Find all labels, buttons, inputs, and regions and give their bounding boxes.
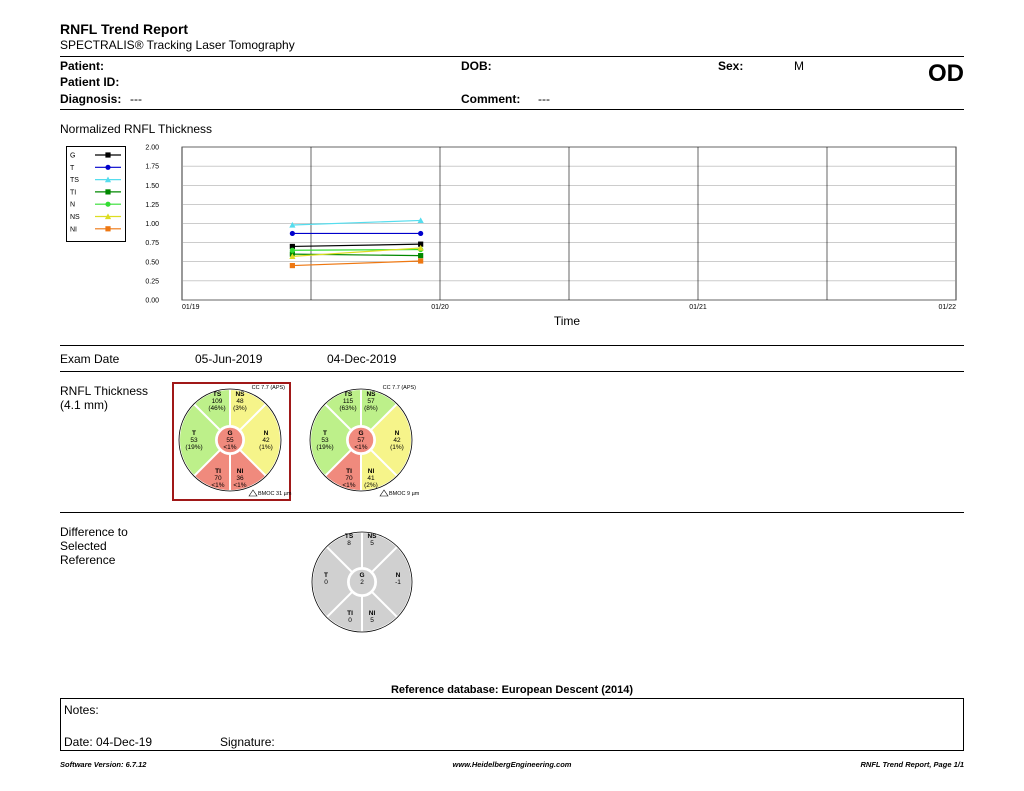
rnfl-2-sector-value-ns: 57 bbox=[367, 398, 375, 405]
rnfl-2-sector-value-ts: 115 bbox=[342, 398, 354, 405]
x-axis-label: Time bbox=[553, 314, 581, 328]
legend-label-ti: TI bbox=[70, 189, 77, 197]
difference-sector-value-ns: 5 bbox=[370, 540, 374, 547]
rnfl-2-sector-pct-n: (1%) bbox=[390, 444, 404, 451]
y-tick-label: 0.50 bbox=[145, 259, 159, 267]
y-tick-label: 1.25 bbox=[145, 201, 159, 209]
sex-value: M bbox=[794, 59, 804, 73]
rnfl-2-sector-pct-g: <1% bbox=[354, 444, 368, 451]
rnfl-1-sector-pct-ts: (46%) bbox=[208, 405, 226, 412]
difference-sector-name-ti: TI bbox=[347, 610, 353, 617]
rnfl-2-sector-name-ts: TS bbox=[343, 391, 353, 398]
comment-label: Comment: bbox=[461, 92, 521, 106]
rnfl-1-sector-value-t: 53 bbox=[190, 437, 198, 444]
rnfl-2-sector-name-ni: NI bbox=[367, 468, 375, 475]
notes-box bbox=[60, 698, 964, 751]
rnfl-2-sector-value-n: 42 bbox=[393, 437, 401, 444]
difference-sector-value-t: 0 bbox=[324, 579, 328, 586]
signature-label: Signature: bbox=[220, 735, 275, 749]
dob-label: DOB: bbox=[461, 59, 492, 73]
exam-date-label: Exam Date bbox=[60, 352, 120, 366]
rnfl-1-sector-pct-ni: <1% bbox=[233, 482, 247, 489]
x-tick-label: 01/22 bbox=[938, 304, 956, 311]
exam-date-2: 04-Dec-2019 bbox=[327, 352, 397, 366]
rnfl-1-sector-value-ni: 36 bbox=[236, 475, 244, 482]
bmo-center-offset: BMOC 31 µm bbox=[258, 491, 292, 497]
difference-sector-value-ts: 8 bbox=[347, 540, 351, 547]
data-point-ni bbox=[290, 263, 295, 268]
notes-date: Date: 04-Dec-19 bbox=[64, 735, 153, 749]
rnfl-1-sector-value-ns: 48 bbox=[236, 398, 244, 405]
chart-section-title: Normalized RNFL Thickness bbox=[60, 122, 213, 136]
difference-sector-name-ni: NI bbox=[368, 610, 376, 617]
y-tick-label: 0.00 bbox=[145, 297, 159, 305]
rnfl-2-sector-name-ns: NS bbox=[366, 391, 376, 398]
legend-label-g: G bbox=[70, 152, 76, 160]
divider bbox=[60, 371, 964, 372]
difference-sector-value-ti: 0 bbox=[348, 617, 352, 624]
rnfl-2-sector-value-g: 57 bbox=[357, 437, 365, 444]
x-tick-label: 01/21 bbox=[689, 304, 707, 311]
legend-label-ns: NS bbox=[70, 214, 80, 221]
classification-label: CC 7.7 (APS) bbox=[382, 385, 416, 391]
rnfl-2-sector-name-g: G bbox=[358, 430, 364, 437]
diagnosis-label: Diagnosis: bbox=[60, 92, 122, 106]
rnfl-1-sector-value-g: 55 bbox=[226, 437, 234, 444]
rnfl-1-sector-name-n: N bbox=[263, 430, 269, 437]
divider bbox=[60, 512, 964, 513]
classification-label: CC 7.7 (APS) bbox=[251, 385, 285, 391]
difference-sector-name-ns: NS bbox=[367, 533, 377, 540]
exam-date-1: 05-Jun-2019 bbox=[195, 352, 263, 366]
delta-icon bbox=[249, 490, 257, 496]
difference-sector-name-t: T bbox=[324, 572, 328, 579]
rnfl-1-sector-name-t: T bbox=[192, 430, 196, 437]
difference-circle bbox=[305, 528, 419, 642]
rnfl-2-sector-pct-ts: (63%) bbox=[339, 405, 357, 412]
footer-website[interactable]: www.HeidelbergEngineering.com bbox=[452, 760, 572, 769]
rnfl-circle-exam-1 bbox=[174, 383, 292, 499]
y-tick-label: 0.75 bbox=[145, 240, 159, 248]
legend-label-t: T bbox=[70, 164, 75, 172]
rnfl-circle-exam-2 bbox=[305, 383, 419, 499]
rnfl-2-sector-value-ni: 41 bbox=[367, 475, 375, 482]
data-point-ti bbox=[418, 253, 423, 258]
difference-sector-value-n: -1 bbox=[395, 579, 401, 586]
rnfl-label-line2: (4.1 mm) bbox=[60, 398, 108, 412]
y-tick-label: 0.25 bbox=[145, 278, 159, 286]
rnfl-2-sector-name-t: T bbox=[323, 430, 327, 437]
rnfl-2-sector-name-n: N bbox=[394, 430, 400, 437]
data-point-t bbox=[418, 231, 423, 236]
rnfl-2-sector-pct-t: (19%) bbox=[316, 444, 334, 451]
rnfl-1-sector-pct-ti: <1% bbox=[211, 482, 225, 489]
rnfl-1-sector-name-ni: NI bbox=[236, 468, 244, 475]
patient-label: Patient: bbox=[60, 59, 105, 73]
data-point-ni bbox=[418, 258, 423, 263]
data-point-n bbox=[290, 248, 295, 253]
rnfl-1-sector-name-ns: NS bbox=[235, 391, 245, 398]
difference-sector-value-ni: 5 bbox=[370, 617, 374, 624]
y-tick-label: 1.75 bbox=[145, 163, 159, 171]
rnfl-1-sector-name-ts: TS bbox=[212, 391, 222, 398]
footer-page: RNFL Trend Report, Page 1/1 bbox=[860, 760, 964, 769]
series-line-g bbox=[292, 244, 420, 246]
series-line-ts bbox=[292, 220, 420, 225]
rnfl-1-sector-name-g: G bbox=[227, 430, 233, 437]
sex-label: Sex: bbox=[718, 59, 744, 73]
y-tick-label: 1.00 bbox=[145, 221, 159, 228]
delta-icon bbox=[380, 490, 388, 496]
bmo-center-offset: BMOC 9 µm bbox=[389, 491, 420, 497]
eye-indicator: OD bbox=[928, 60, 964, 87]
y-tick-label: 1.50 bbox=[145, 182, 159, 190]
y-tick-label: 2.00 bbox=[145, 144, 159, 152]
rnfl-1-sector-value-n: 42 bbox=[262, 437, 270, 444]
difference-sector-name-g: G bbox=[359, 572, 365, 579]
rnfl-2-sector-value-ti: 70 bbox=[345, 475, 353, 482]
legend-label-ts: TS bbox=[70, 177, 79, 185]
difference-sector-name-n: N bbox=[395, 572, 401, 579]
report-title: RNFL Trend Report bbox=[60, 21, 189, 37]
rnfl-1-sector-pct-t: (19%) bbox=[185, 444, 203, 451]
rnfl-1-sector-value-ts: 109 bbox=[211, 398, 223, 405]
patient-id-label: Patient ID: bbox=[60, 75, 120, 89]
rnfl-label-line1: RNFL Thickness bbox=[60, 384, 149, 398]
comment-value: --- bbox=[538, 92, 550, 106]
difference-sector-name-ts: TS bbox=[344, 533, 354, 540]
rnfl-1-sector-pct-n: (1%) bbox=[259, 444, 273, 451]
rnfl-1-sector-value-ti: 70 bbox=[214, 475, 222, 482]
rnfl-2-sector-pct-ni: (2%) bbox=[364, 482, 378, 489]
legend-label-ni: NI bbox=[70, 226, 77, 234]
rnfl-1-sector-name-ti: TI bbox=[215, 468, 221, 475]
rnfl-1-sector-pct-g: <1% bbox=[223, 444, 237, 451]
rnfl-1-sector-pct-ns: (3%) bbox=[233, 405, 247, 412]
difference-label-line1: Difference to bbox=[60, 525, 128, 539]
x-tick-label: 01/19 bbox=[182, 304, 200, 311]
rnfl-2-sector-value-t: 53 bbox=[321, 437, 329, 444]
rnfl-2-sector-pct-ns: (8%) bbox=[364, 405, 378, 412]
difference-sector-value-g: 2 bbox=[360, 579, 364, 586]
divider bbox=[60, 345, 964, 346]
difference-label-line2: Selected bbox=[60, 539, 107, 553]
diagnosis-value: --- bbox=[130, 92, 142, 106]
data-point-t bbox=[290, 231, 295, 236]
rnfl-2-sector-pct-ti: <1% bbox=[342, 482, 356, 489]
x-tick-label: 01/20 bbox=[431, 304, 449, 311]
rnfl-2-sector-name-ti: TI bbox=[346, 468, 352, 475]
report-subtitle: SPECTRALIS® Tracking Laser Tomography bbox=[60, 38, 295, 52]
reference-database: Reference database: European Descent (2014) bbox=[390, 684, 634, 696]
difference-label-line3: Reference bbox=[60, 553, 116, 567]
footer-software-version: Software Version: 6.7.12 bbox=[60, 760, 147, 769]
legend-label-n: N bbox=[70, 201, 76, 209]
notes-label: Notes: bbox=[64, 703, 99, 717]
trend-chart bbox=[0, 0, 1024, 340]
